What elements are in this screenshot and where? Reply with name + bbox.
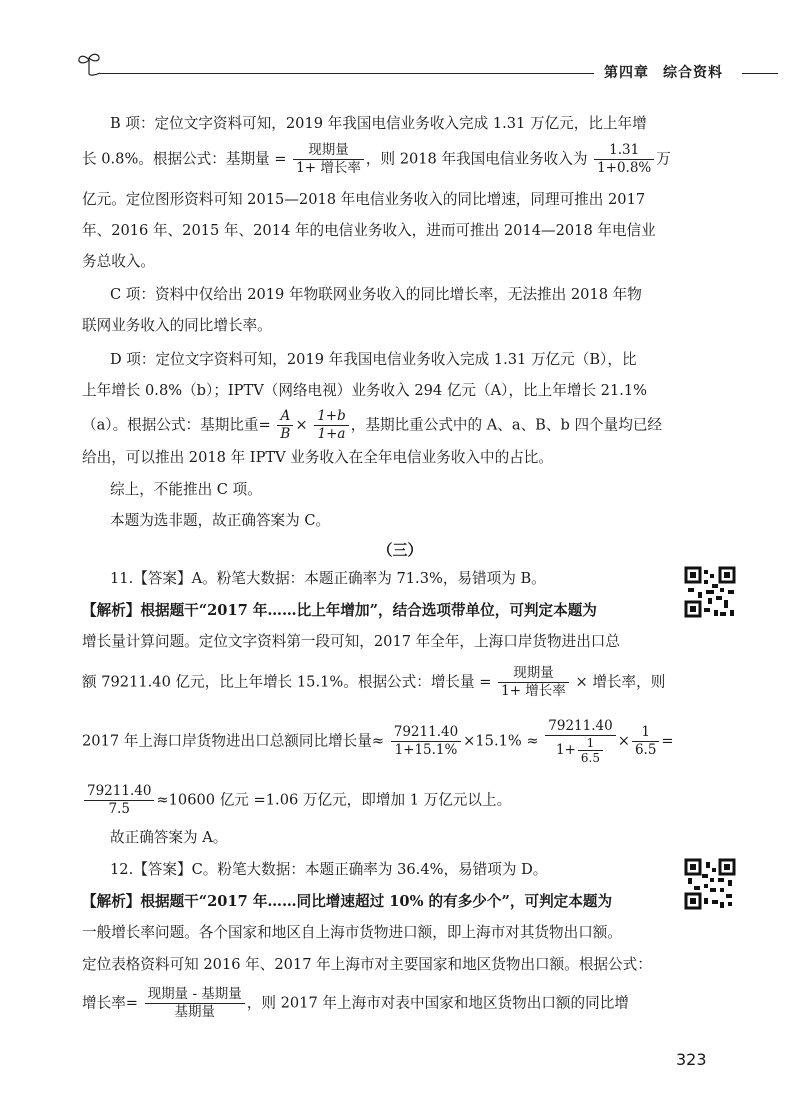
page-number: 323 <box>676 1050 707 1069</box>
para-d-line1: D 项：定位文字资料可知，2019 年我国电信业务收入完成 1.31 万亿元（B），比 <box>110 351 637 368</box>
chapter-title: 综合资料 <box>663 65 723 81</box>
para-d-line2: 上年增长 0.8%（b）；IPTV（网络电视）业务收入 294 亿元（A），比上年增长 21.1% <box>82 382 648 399</box>
formula-base-fraction: $\frac{\text{现期量}}{\text{1+ 增长率}}$ <box>293 142 364 177</box>
q11-analysis-line3: 额 79211.40 亿元，比上年增长 15.1%。根据公式：增长量 = $\frac{\text{现期量}}{\text{1+ 增长率}}$ × 增长率，则 <box>82 665 666 699</box>
para-b-line1: B 项：定位文字资料可知，2019 年我国电信业务收入完成 1.31 万亿元，比上年增 <box>110 115 647 132</box>
para-b-line2: 长 0.8%。根据公式：基期量 = $\frac{\text{现期量}}{\text{1+ 增长率}}$ ，则 2018 年我国电信业务收入为 $\frac{1.31}{1+0.8\%}$ 万 <box>82 142 671 176</box>
formula-value-fraction: $\frac{1.31}{1+0.8\%}$ <box>594 142 654 177</box>
chapter-label: 第四章 <box>604 65 649 81</box>
q12-answer: 12.【答案】C。粉笔大数据：本题正确率为 36.4%，易错项为 D。 <box>110 861 548 878</box>
formula-growth-rate-fraction: $\frac{\text{现期量 - 基期量}}{\text{基期量}}$ <box>145 986 245 1021</box>
formula-ratio-fraction-2: $\frac{1+b}{1+a}$ <box>314 408 349 443</box>
para-b-line4: 年、2016 年、2015 年、2014 年的电信业务收入，进而可推出 2014—2018 年电信业 <box>82 222 656 239</box>
section-heading: （三） <box>377 541 423 559</box>
formula-ratio-fraction-1: $\frac{A}{B}$ <box>277 408 293 443</box>
formula-increase-calc-1: $\frac{79211.40}{1+15.1\%}$ <box>391 724 461 759</box>
q11-analysis-line5: $\frac{79211.40}{7.5}$ ≈10600 亿元 =1.06 万亿元，即增加 1 万亿元以上。 <box>82 783 511 818</box>
summary-line: 综上，不能推出 C 项。 <box>110 481 262 498</box>
para-b-line5: 务总收入。 <box>82 253 155 270</box>
formula-increase-fraction: $\frac{\text{现期量}}{\text{1+ 增长率}}$ <box>498 665 569 700</box>
formula-increase-calc-2: 79211.40 1+ $\frac{1}{6.5}$ <box>545 718 615 765</box>
header-rule-tail <box>742 73 778 74</box>
para-c-line2: 联网业务收入的同比增长率。 <box>82 317 272 334</box>
answer-line: 本题为选非题，故正确答案为 C。 <box>110 512 331 529</box>
q12-analysis-line3: 定位表格资料可知 2016 年、2017 年上海市对主要国家和地区货物出口额。根据公式： <box>82 956 652 973</box>
q11-answer: 11.【答案】A。粉笔大数据：本题正确率为 71.3%，易错项为 B。 <box>110 570 546 587</box>
para-b-line3: 亿元。定位图形资料可知 2015—2018 年电信业务收入的同比增速，同理可推出 2017 <box>82 191 646 208</box>
para-c-line1: C 项：资料中仅给出 2019 年物联网业务收入的同比增长率，无法推出 2018 年物 <box>110 286 642 303</box>
q11-analysis-line4: 2017 年上海口岸货物进出口总额同比增长量≈ $\frac{79211.40}{1+15.1\%}$ ×15.1% ≈ 79211.40 1+ $\frac{1}{6.5}$ × $\frac{1}{6.5}$ = <box>82 718 674 765</box>
q11-conclusion: 故正确答案为 A。 <box>110 829 228 846</box>
formula-increase-result: $\frac{79211.40}{7.5}$ <box>84 783 154 818</box>
q12-analysis-line4: 增长率= $\frac{\text{现期量 - 基期量}}{\text{基期量}}$ ，则 2017 年上海市对表中国家和地区货物出口额的同比增 <box>82 986 629 1020</box>
formula-increase-calc-3: $\frac{1}{6.5}$ <box>632 724 659 759</box>
q12-analysis-line2: 一般增长率问题。各个国家和地区自上海市货物进口额，即上海市对其货物出口额。 <box>82 924 622 941</box>
header-rule <box>100 73 594 74</box>
q12-analysis-line1: 【解析】根据题干“2017 年……同比增速超过 10% 的有多少个”，可判定本题为 <box>82 893 613 910</box>
qr-code-icon[interactable] <box>684 858 736 910</box>
running-header <box>604 62 723 82</box>
leaf-icon <box>76 50 102 76</box>
q11-analysis-line1: 【解析】根据题干“2017 年……比上年增加”，结合选项带单位，可判定本题为 <box>82 602 597 619</box>
qr-code-icon[interactable] <box>684 566 736 618</box>
para-d-line3: （a）。根据公式：基期比重= $\frac{A}{B}$ × $\frac{1+b}{1+a}$ ，基期比重公式中的 A、a、B、b 四个量均已经 <box>82 408 663 442</box>
q11-analysis-line2: 增长量计算问题。定位文字资料第一段可知，2017 年全年，上海口岸货物进出口总 <box>82 633 620 650</box>
para-d-line4: 给出，可以推出 2018 年 IPTV 业务收入在全年电信业务收入中的占比。 <box>82 449 553 466</box>
